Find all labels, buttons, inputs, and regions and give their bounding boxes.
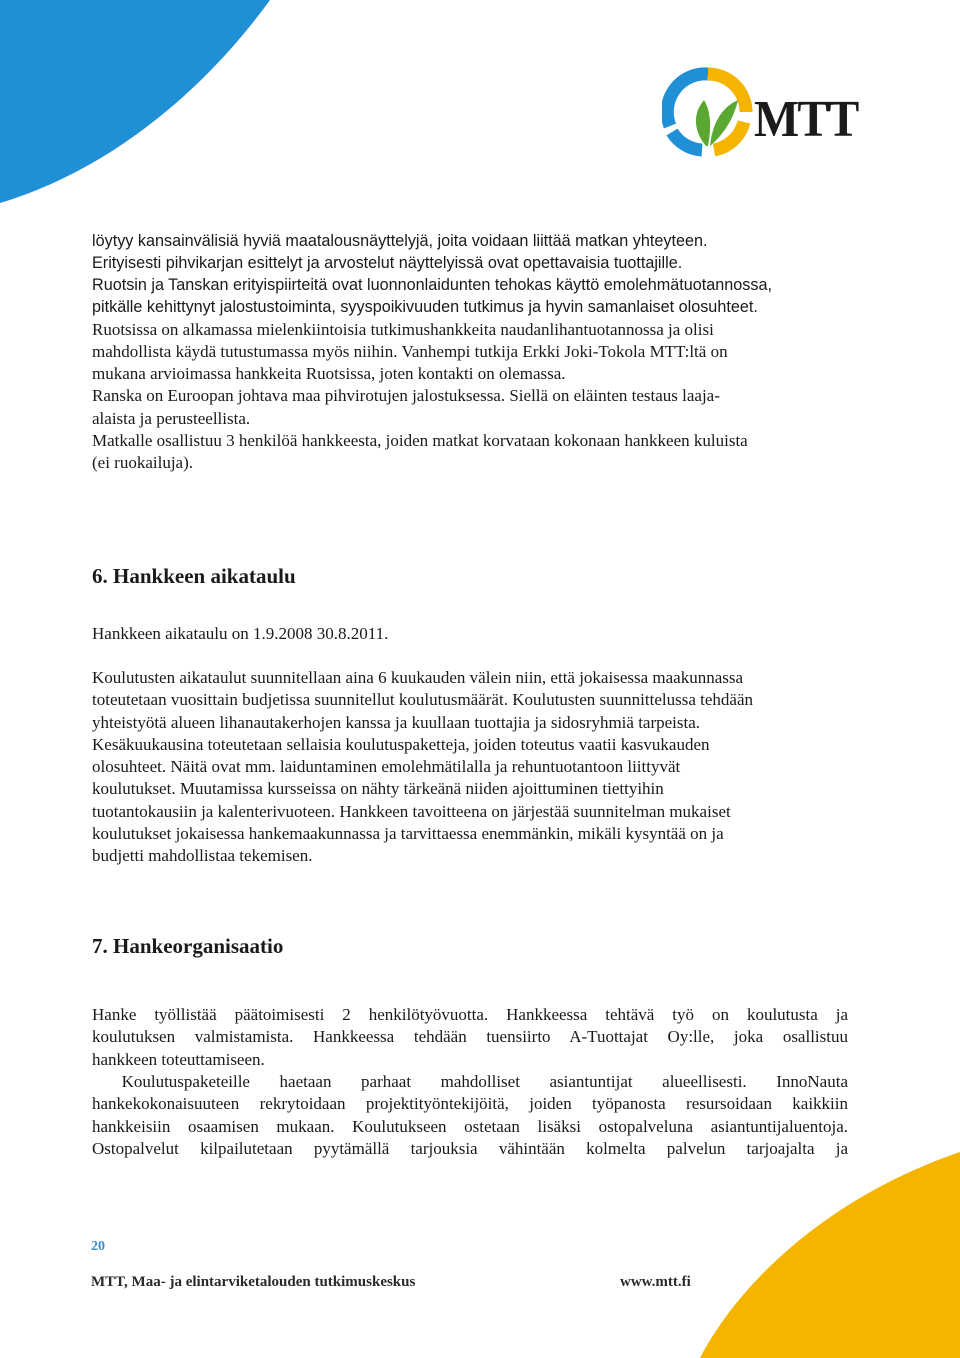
text-span: Vanhempi tutkija Erkki Joki-Tokola MTT:ltä on <box>401 342 728 361</box>
text-line: budjetti mahdollistaa tekemisen. <box>92 846 313 866</box>
text-line: alaista ja perusteellista. <box>92 408 251 428</box>
text-line: Ostopalvelut kilpailutetaan pyytämällä tarjouksia vähintään kolmelta palvelun tarjoajalta ja <box>92 1138 848 1158</box>
text-line: mukana arvioimassa hankkeita Ruotsissa, joten kontakti on olemassa. <box>92 364 566 383</box>
text-line: koulutukset. Muutamissa kursseissa on nähty tärkeänä niiden ajoittuminen tiettyihin <box>92 779 664 799</box>
text-line: Ruotsissa on alkamassa mielenkiintoisia tutkimushankkeita naudanlihantuotannossa ja olisi <box>92 320 714 339</box>
footer-url[interactable]: www.mtt.fi <box>620 1274 691 1290</box>
text-line: pitkälle kehittynyt jalostustoiminta, syyspoikivuuden tutkimus ja hyvin samanlaiset olosuhteet. <box>92 298 758 317</box>
text-line <box>92 342 728 361</box>
text-line: Koulutuspaketeille haetaan parhaat mahdolliset asiantuntijat alueellisesti. InnoNauta <box>92 1072 848 1091</box>
text-line: Koulutusten aikataulut suunnitellaan aina 6 kuukauden välein niin, että jokaisessa maakunnassa <box>92 668 744 687</box>
mtt-logo <box>662 66 862 158</box>
text-line: Erityisesti pihvikarjan esittelyt ja arvostelut näyttelyissä ovat opettavaisia tuottajille. <box>92 254 683 273</box>
page-number: 20 <box>91 1239 105 1254</box>
text-line: Ranska on Euroopan johtava maa pihvirotujen jalostuksessa. Siellä on eläinten testaus laaja- <box>92 386 720 406</box>
schedule-statement <box>92 623 848 645</box>
organisation-paragraph-2 <box>92 1071 848 1160</box>
text-line: Hankkeen aikataulu on 1.9.2008 30.8.2011. <box>92 624 389 643</box>
text-line: olosuhteet. Näitä ovat mm. laiduntaminen emolehmätilalla ja rehuntuotantoon liittyvät <box>92 757 681 777</box>
section-6-heading: 6. Hankkeen aikataulu <box>92 564 296 588</box>
footer-organisation: MTT, Maa- ja elintarviketalouden tutkimuskeskus <box>91 1274 416 1290</box>
text-line: löytyy kansainvälisiä hyviä maatalousnäyttelyjä, joita voidaan liittää matkan yhteyteen. <box>92 232 708 250</box>
text-line: koulutukset jokaisessa hankemaakunnassa ja tarvittaessa enemmänkin, mikäli kysyntää on ja <box>92 824 724 844</box>
organisation-paragraph-1 <box>92 1004 848 1071</box>
text-line: hankekokonaisuuteen rekrytoidaan projektityöntekijöitä, joiden työpanosta resursoidaan kaikkiin <box>92 1094 848 1114</box>
text-line: koulutuksen valmistamista. Hankkeessa tehdään tuensiirto A-Tuottajat Oy:lle, joka osallistuu <box>92 1027 848 1047</box>
section-7-heading: 7. Hankeorganisaatio <box>92 934 284 958</box>
sweden-research-paragraph-2 <box>92 341 848 363</box>
text-line: Ruotsin ja Tanskan erityispiirteitä ovat luonnonlaidunten tehokas käyttö emolehmätuotannossa, <box>92 276 772 294</box>
text-line: Matkalle osallistuu 3 henkilöä hankkeesta, joiden matkat korvataan kokonaan hankkeen kuluista <box>92 430 748 450</box>
text-line: (ei ruokailuja). <box>92 453 194 473</box>
text-span: mahdollista käydä tutustumassa myös niihin. <box>92 342 398 361</box>
sweden-denmark-paragraph <box>92 274 848 319</box>
text-line: toteutetaan vuosittain budjetissa suunnitellut koulutusmäärät. Koulutusten suunnittelussa tehdään <box>92 690 753 710</box>
france-paragraph <box>92 363 848 474</box>
text-line: Hanke työllistää päätoimisesti 2 henkilötyövuotta. Hankkeessa tehtävä työ on koulutusta ja <box>92 1005 848 1024</box>
text-line: yhteistyötä alueen lihanautakerhojen kanssa ja kuullaan tuottajia ja sidosryhmiä tarpeista. <box>92 712 701 732</box>
text-line: hankkeisiin osaamisen mukaan. Koulutukseen ostetaan lisäksi ostopalveluna asiantuntijaluentoja. <box>92 1116 848 1136</box>
schedule-paragraph <box>92 667 848 868</box>
text-line: hankkeen toteuttamiseen. <box>92 1049 265 1069</box>
text-line: tuotantokausiin ja kalenterivuoteen. Hankkeen tavoitteena on järjestää suunnitelman mukaiset <box>92 801 731 821</box>
text-line: Kesäkuukausina toteutetaan sellaisia koulutuspaketteja, joiden toteutus vaatii kasvukauden <box>92 734 710 754</box>
sweden-research-paragraph <box>92 319 848 341</box>
intro-paragraph <box>92 230 848 275</box>
leaf-ring-icon <box>662 66 754 158</box>
logo-wordmark: MTT <box>754 91 858 148</box>
